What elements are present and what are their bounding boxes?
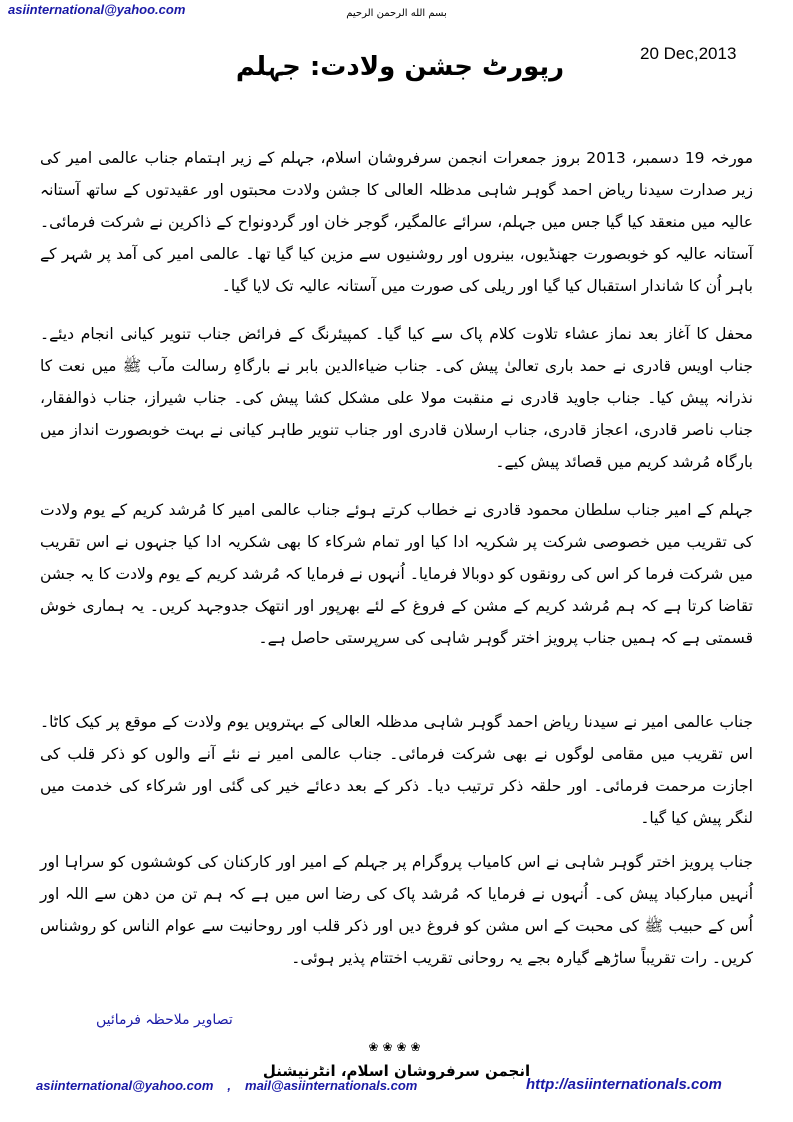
paragraph-closing: جناب پرویز اختر گوہر شاہی نے اس کامیاب پروگرام پر جہلم کے امیر اور کارکنان کی کوششوں کو سراہا اور اُنہیں مبارکباد پیش کی۔ اُنہوں نے فرمایا کہ مُرشد پاک کی رضا اس میں ہے کہ ہم تن من دھن سے اللہ اور اُس کے حبیب ﷺ کی محبت کے اس مشن کو فروغ دیں اور ذکر قلب اور روحانیت سے عوام الناس کو روشناس کریں۔ رات تقریباً ساڑھے گیارہ بجے یہ روحانی تقریب اختتام پذیر ہوئی۔ <box>40 853 753 967</box>
bismillah: بسم الله الرحمن الرحیم <box>346 8 447 19</box>
footer-email-1[interactable]: asiinternational@yahoo.com <box>36 1078 214 1093</box>
paragraph-cake: جناب عالمی امیر نے سیدنا ریاض احمد گوہر شاہی مدظلہ العالی کے بہترویں یوم ولادت کے موقع پر کیک کاٹا۔ اس تقریب میں مقامی لوگوں نے بھی شرکت فرمائی۔ جناب عالمی امیر نے نئے آنے والوں کو ذکر قلب کی اجازت مرحمت فرمائی۔ اور حلقہ ذکر ترتیب دیا۔ ذکر کے بعد دعائے خیر کی گئی اور شرکاء کی خدمت میں لنگر پیش کیا گیا۔ <box>40 713 753 827</box>
header-email[interactable]: asiinternational@yahoo.com <box>8 2 186 17</box>
paragraph-program: محفل کا آغاز بعد نماز عشاء تلاوت کلام پاک سے کیا گیا۔ کمپیئرنگ کے فرائض جناب تنویر کیانی انجام دیئے۔ جناب اویس قادری نے حمد باری تعالیٰ پیش کی۔ جناب ضیاءالدین بابر نے بارگاہِ رسالت مآب ﷺ میں نعت کا نذرانہ پیش کیا۔ جناب جاوید قادری نے منقبت مولا علی مشکل کشا پیش کی۔ جناب شیراز، جناب ذوالفقار، جناب ناصر قادری، اعجاز قادری، جناب ارسلان قادری اور جناب تنویر طاہر کیانی نے بہت خوبصورت انداز میں بارگاہ مُرشد کریم میں قصائد پیش کیے۔ <box>40 325 753 471</box>
paragraph-speech: جہلم کے امیر جناب سلطان محمود قادری نے خطاب کرتے ہوئے جناب عالمی امیر کا مُرشد کریم کے یوم ولادت کی تقریب میں خصوصی شرکت پر شکریہ ادا کیا اور تمام شرکاء کا بھی شکریہ ادا کیا جنہوں نے اس تقریب میں شرکت فرما کر اس کی رونقوں کو دوبالا فرمایا۔ اُنہوں نے فرمایا کہ مُرشد کریم کے یوم ولادت کا یہ جشن تقاضا کرتا ہے کہ ہم مُرشد کریم کے مشن کے فروغ کے لئے بھرپور اور انتھک جدوجہد کریں۔ یہ ہماری خوش قسمتی ہے کہ ہمیں جناب پرویز اختر گوہر شاہی کی سرپرستی حاصل ہے۔ <box>40 501 753 647</box>
footer-contact <box>36 1078 417 1093</box>
page-title: رپورٹ جشن ولادت: جہلم <box>235 52 565 82</box>
ornament-divider: ❀❀❀❀ <box>368 1040 425 1054</box>
paragraph-intro: مورخہ 19 دسمبر، 2013 بروز جمعرات انجمن سرفروشان اسلام، جہلم کے زیر اہتمام جناب عالمی امیر کی زیر صدارت سیدنا ریاض احمد گوہر شاہی مدظلہ العالی کا جشن ولادت محبتوں اور عقیدتوں کے ساتھ آستانہ عالیہ میں منعقد کیا گیا جس میں جہلم، سرائے عالمگیر، گوجر خان اور گردونواح کے ذاکرین نے شرکت فرمائی۔ آستانہ عالیہ کو خوبصورت جھنڈیوں، بینروں اور روشنیوں سے مزین کیا گیا تھا۔ عالمی امیر کی آمد پر شہر کے باہر اُن کا شاندار استقبال کیا گیا اور ریلی کی صورت میں آستانہ عالیہ تک لایا گیا۔ <box>40 149 753 295</box>
footer-organization: انجمن سرفروشان اسلام، انٹرنیشنل <box>262 1062 531 1080</box>
footer-separator: , <box>227 1078 232 1093</box>
website-link[interactable]: http://asiinternationals.com <box>526 1076 722 1093</box>
photos-link[interactable]: تصاویر ملاحظہ فرمائیں <box>96 1012 233 1028</box>
report-date: 20 Dec,2013 <box>640 44 737 63</box>
footer-email-2[interactable]: mail@asiinternationals.com <box>245 1078 418 1093</box>
